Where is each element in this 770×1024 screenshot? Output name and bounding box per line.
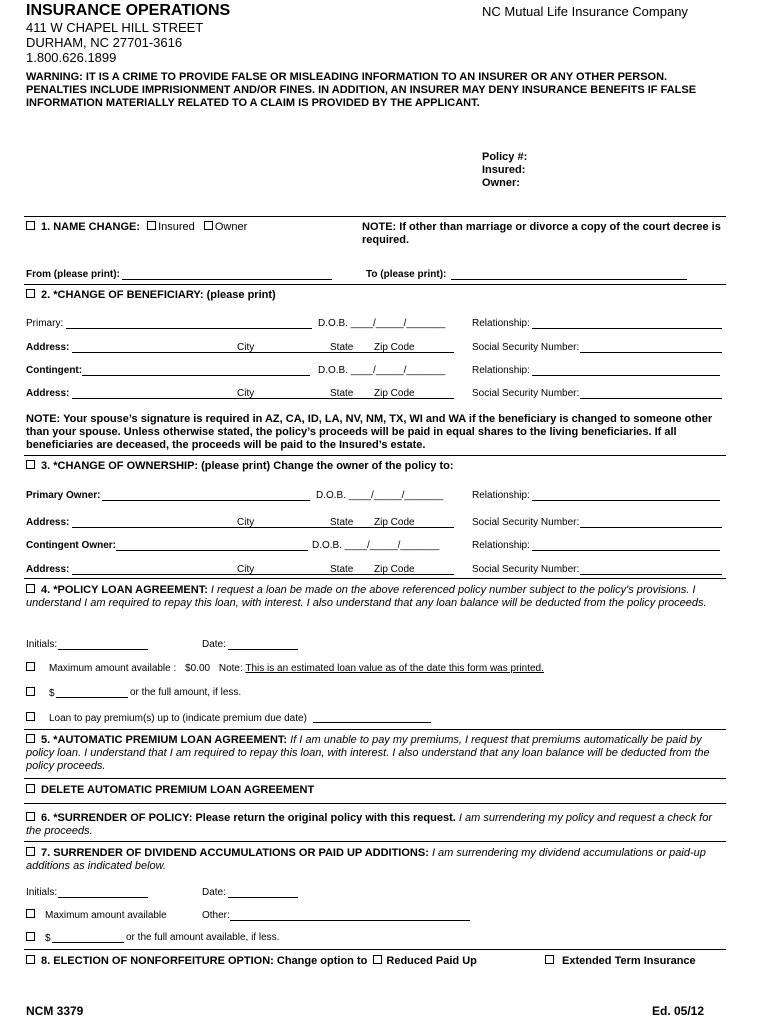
dividend-text: I am surrendering my dividend accumulations or paid-up additions as indicated below. [26, 847, 706, 872]
dividend-full-amount-label: or the full amount available, if less. [126, 932, 280, 943]
to-label: To (please print): [366, 269, 447, 280]
relationship-field[interactable] [532, 550, 720, 551]
surrender-text: I am surrendering my policy and request a check for the proceeds. [26, 812, 713, 837]
spouse-signature-note: NOTE: Your spouse’s signature is required in AZ, CA, ID, LA, NV, NM, TX, WI and WA if the beneficiary is changed to someone other than your spouse. Unless otherwise stated, the policy’s proceeds will be paid in equal shares to the living beneficiaries. If all beneficiaries are deceased, the proceeds will be paid to the Insured’s estate. [26, 413, 713, 451]
contingent-field[interactable] [82, 375, 310, 376]
extended-term-row: Extended Term Insurance [545, 955, 696, 967]
from-field[interactable] [122, 279, 332, 280]
ssn-label: Social Security Number: [472, 517, 580, 528]
max-amount-checkbox[interactable] [26, 662, 35, 671]
contingent-owner-field[interactable] [116, 550, 308, 551]
contingent-label: Contingent: [26, 365, 83, 376]
premium-loan-row: Loan to pay premium(s) up to (indicate premium due date) [26, 712, 307, 724]
section-title: 1. NAME CHANGE: [41, 221, 141, 233]
city-label: City [237, 388, 255, 399]
address-label: Address: [26, 564, 70, 575]
divider [24, 455, 726, 456]
loan-amount-row: $ [26, 687, 55, 699]
section-automatic-premium-loan [26, 734, 726, 773]
reduced-paid-up-checkbox[interactable] [373, 955, 382, 964]
state-label: State [330, 342, 354, 353]
dividend-max-checkbox[interactable] [26, 909, 35, 918]
insured-option-label: Insured [158, 221, 195, 233]
relationship-label: Relationship: [472, 540, 530, 551]
policy-loan-text: I request a loan be made on the above referenced policy number subject to the policy's provisions. I understand I am required to repay this loan, with interest. I also understand that any loan balance will be deducted from the policy proceeds. [26, 584, 707, 609]
surrender-checkbox[interactable] [26, 812, 35, 821]
owner-option-label: Owner [214, 221, 248, 233]
name-change-note: NOTE: If other than marriage or divorce a copy of the court decree is required. [362, 221, 721, 246]
contingent-owner-label: Contingent Owner: [26, 540, 116, 551]
relationship-field[interactable] [532, 328, 722, 329]
section-name-change [26, 221, 247, 233]
primary-field[interactable] [66, 328, 312, 329]
initials-label: Initials: [26, 887, 58, 898]
premium-due-date-field[interactable] [313, 722, 431, 723]
primary-owner-label: Primary Owner: [26, 490, 101, 501]
dividend-amount-row: $ [26, 932, 51, 944]
divider [24, 778, 726, 779]
insured-checkbox[interactable] [147, 221, 156, 230]
section-title: 8. ELECTION OF NONFORFEITURE OPTION: Change option to [41, 955, 368, 967]
ssn-field[interactable] [580, 398, 722, 399]
state-label: State [330, 564, 354, 575]
beneficiary-checkbox[interactable] [26, 289, 35, 298]
nonforfeiture-checkbox[interactable] [26, 955, 35, 964]
insured-label: Insured: [482, 164, 526, 176]
dividend-amount-field[interactable] [52, 942, 124, 943]
section-title: 6. *SURRENDER OF POLICY: Please return the original policy with this request. [41, 812, 456, 824]
initials-label: Initials: [26, 639, 58, 650]
divider [24, 949, 726, 950]
date-field[interactable] [228, 649, 298, 650]
other-label: Other: [202, 910, 230, 921]
dividend-checkbox[interactable] [26, 847, 35, 856]
initials-field[interactable] [58, 649, 148, 650]
max-amount-row: Maximum amount available : $0.00 Note: This is an estimated loan value as of the date this form was printed. [26, 662, 544, 674]
dob-label: D.O.B. ____/_____/_______ [318, 365, 446, 376]
max-amount-value: $0.00 [185, 663, 211, 674]
ssn-label: Social Security Number: [472, 342, 580, 353]
city-label: City [237, 564, 255, 575]
ssn-label: Social Security Number: [472, 388, 580, 399]
section-policy-loan [26, 584, 726, 610]
ssn-label: Social Security Number: [472, 564, 580, 575]
date-label: Date: [202, 887, 226, 898]
divider [24, 578, 726, 579]
section-change-ownership [26, 460, 454, 472]
to-field[interactable] [451, 279, 687, 280]
from-label: From (please print): [26, 269, 120, 280]
edition: Ed. 05/12 [652, 1004, 705, 1018]
divider [24, 216, 726, 217]
divider [24, 803, 726, 804]
page-title: INSURANCE OPERATIONS [26, 2, 231, 19]
address-label: Address: [26, 388, 70, 399]
state-label: State [330, 388, 354, 399]
phone-number: 1.800.626.1899 [26, 50, 117, 65]
fraud-warning: WARNING: IT IS A CRIME TO PROVIDE FALSE OR MISLEADING INFORMATION TO AN INSURER OR ANY OTHER PERSON. PENALTIES INCLUDE IMPRISIONMENT AND/OR FINES. IN ADDITION, AN INSURER MAY DENY INSURANCE BENEFITS IF FALSE INFORMATION MATERIALLY RELATED TO A CLAIM IS PROVIDED BY THE APPLICANT. [26, 71, 697, 109]
ownership-checkbox[interactable] [26, 460, 35, 469]
dob-label: D.O.B. ____/_____/_______ [316, 490, 444, 501]
loan-value-note: This is an estimated loan value as of the date this form was printed. [245, 663, 544, 674]
premium-loan-checkbox[interactable] [26, 712, 35, 721]
zip-label: Zip Code [374, 517, 415, 528]
relationship-field[interactable] [532, 375, 720, 376]
company-name: NC Mutual Life Insurance Company [482, 4, 688, 19]
policy-number-label: Policy #: [482, 151, 528, 163]
ssn-field[interactable] [580, 527, 722, 528]
zip-label: Zip Code [374, 564, 415, 575]
ssn-field[interactable] [580, 574, 722, 575]
loan-amount-checkbox[interactable] [26, 687, 35, 696]
delete-apl-checkbox[interactable] [26, 784, 35, 793]
other-field[interactable] [230, 920, 470, 921]
city-label: City [237, 517, 255, 528]
section-title: 5. *AUTOMATIC PREMIUM LOAN AGREEMENT: [41, 734, 288, 746]
address-line-1: 411 W CHAPEL HILL STREET [26, 20, 204, 35]
owner-checkbox[interactable] [204, 221, 213, 230]
full-amount-label: or the full amount, if less. [130, 687, 242, 698]
section-title: 4. *POLICY LOAN AGREEMENT: [41, 584, 208, 596]
state-label: State [330, 517, 354, 528]
relationship-field[interactable] [532, 500, 720, 501]
date-field[interactable] [228, 897, 298, 898]
delete-apl-row: DELETE AUTOMATIC PREMIUM LOAN AGREEMENT [26, 784, 314, 796]
section-surrender-dividend [26, 847, 726, 873]
section-surrender-policy [26, 812, 726, 838]
relationship-label: Relationship: [472, 318, 530, 329]
primary-label: Primary: [26, 318, 64, 329]
loan-amount-field[interactable] [56, 697, 128, 698]
ssn-field[interactable] [580, 352, 722, 353]
address-line-2: DURHAM, NC 27701-3616 [26, 35, 183, 50]
divider [24, 284, 726, 285]
zip-label: Zip Code [374, 342, 415, 353]
apl-checkbox[interactable] [26, 734, 35, 743]
divider [24, 729, 726, 730]
dividend-amount-checkbox[interactable] [26, 932, 35, 941]
dividend-max-row: Maximum amount available [26, 909, 167, 921]
zip-label: Zip Code [374, 388, 415, 399]
relationship-label: Relationship: [472, 490, 530, 501]
city-label: City [237, 342, 255, 353]
name-change-checkbox[interactable] [26, 221, 35, 230]
address-label: Address: [26, 517, 70, 528]
section-nonforfeiture: 8. ELECTION OF NONFORFEITURE OPTION: Change option to Reduced Paid Up [26, 955, 477, 967]
section-title: 7. SURRENDER OF DIVIDEND ACCUMULATIONS OR PAID UP ADDITIONS: [41, 847, 429, 859]
date-label: Date: [202, 639, 226, 650]
policy-loan-checkbox[interactable] [26, 584, 35, 593]
apl-text: If I am unable to pay my premiums, I request that premiums automatically be paid by policy loan. I understand that I am required to repay this loan, with interest. I also understand that any loan balance will be deducted from the policy proceeds. [26, 734, 710, 772]
section-title: 2. *CHANGE OF BENEFICIARY: (please print) [41, 289, 276, 301]
form-number: NCM 3379 [26, 1004, 84, 1018]
dob-label: D.O.B. ____/_____/_______ [318, 318, 446, 329]
initials-field[interactable] [58, 897, 148, 898]
extended-term-checkbox[interactable] [545, 955, 554, 964]
relationship-label: Relationship: [472, 365, 530, 376]
address-label: Address: [26, 342, 70, 353]
divider [24, 841, 726, 842]
primary-owner-field[interactable] [102, 500, 310, 501]
owner-label: Owner: [482, 177, 520, 189]
dob-label: D.O.B. ____/_____/_______ [312, 540, 440, 551]
section-change-beneficiary [26, 289, 276, 301]
section-title: 3. *CHANGE OF OWNERSHIP: (please print) Change the owner of the policy to: [41, 460, 454, 472]
